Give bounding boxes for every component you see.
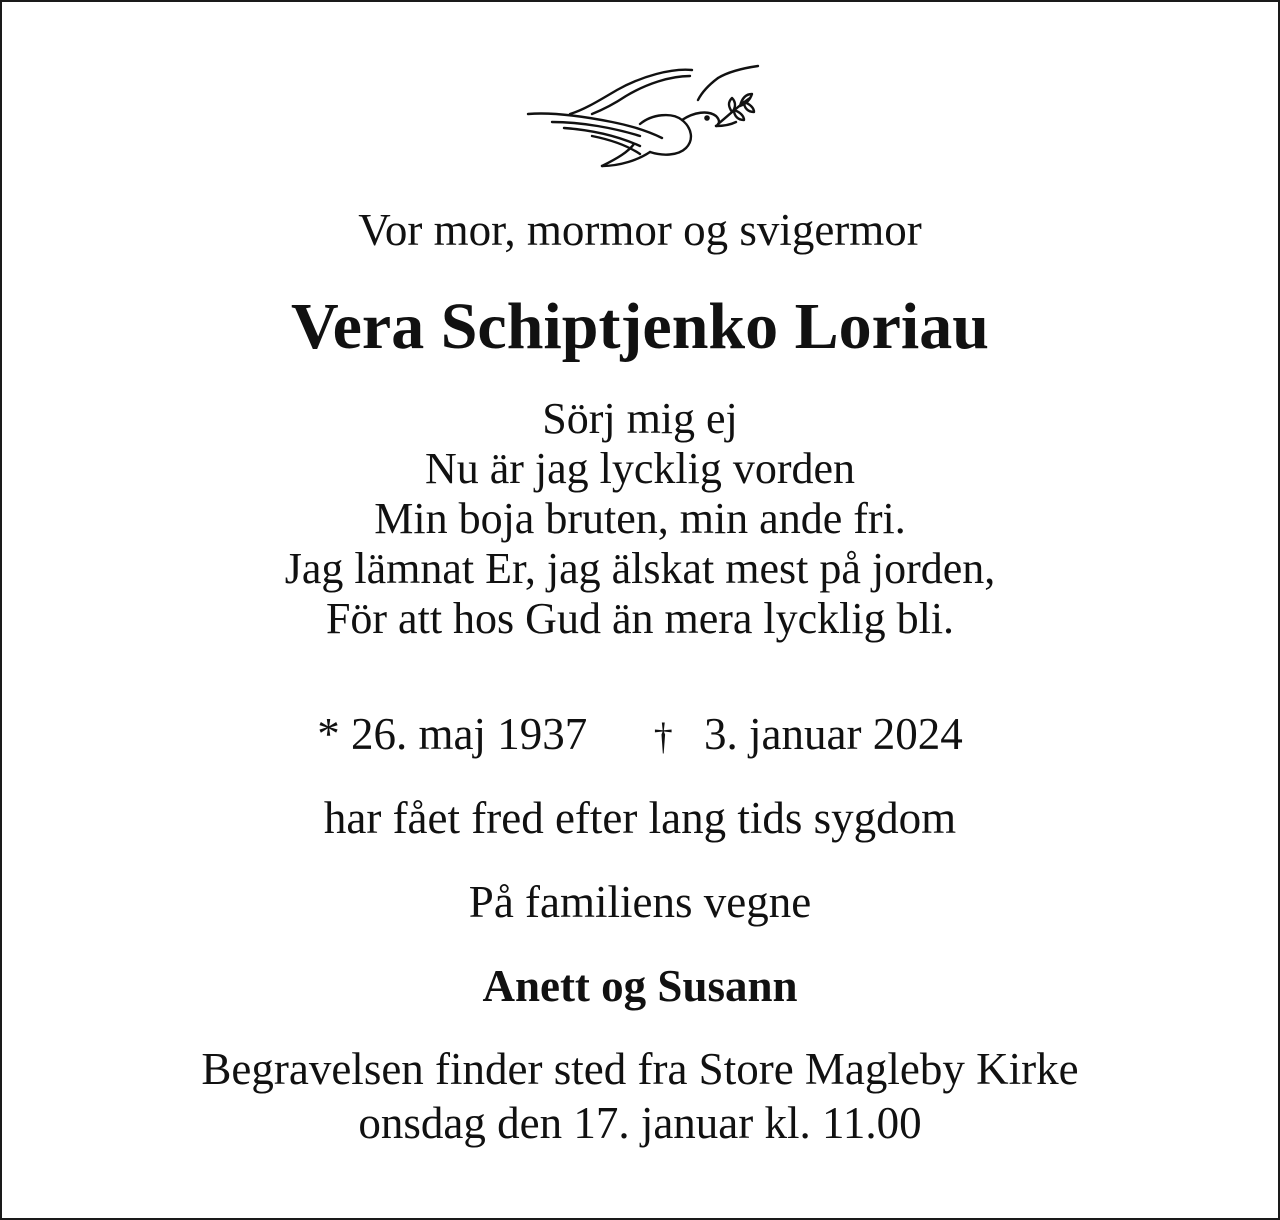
- on-behalf-text: På familiens vegne: [468, 877, 812, 927]
- passing-sentence: har fået fred efter lang tids sygdom: [323, 793, 957, 843]
- signers: Anett og Susann: [482, 961, 798, 1011]
- poem-line: Sörj mig ej: [542, 394, 738, 443]
- death-marker: †: [653, 716, 673, 758]
- deceased-name: Vera Schiptjenko Loriau: [291, 290, 989, 363]
- birth-marker: *: [317, 709, 340, 759]
- poem-line: För att hos Gud än mera lycklig bli.: [325, 594, 955, 643]
- dove-with-olive-branch-icon: [522, 62, 762, 172]
- life-dates: [2, 706, 1278, 765]
- death-date: 3. januar 2024: [704, 709, 963, 759]
- intro-text: Vor mor, mormor og svigermor: [358, 205, 922, 255]
- poem-line: Jag lämnat Er, jag älskat mest på jorden,: [284, 544, 996, 593]
- poem-line: Min boja bruten, min ande fri.: [374, 494, 906, 543]
- funeral-line: Begravelsen finder sted fra Store Magleby Kirke: [201, 1044, 1079, 1094]
- funeral-details: [2, 1042, 1278, 1150]
- poem-line: Nu är jag lycklig vorden: [424, 444, 856, 493]
- birth-date: 26. maj 1937: [351, 709, 588, 759]
- funeral-line: onsdag den 17. januar kl. 11.00: [358, 1098, 922, 1148]
- poem: [2, 394, 1278, 644]
